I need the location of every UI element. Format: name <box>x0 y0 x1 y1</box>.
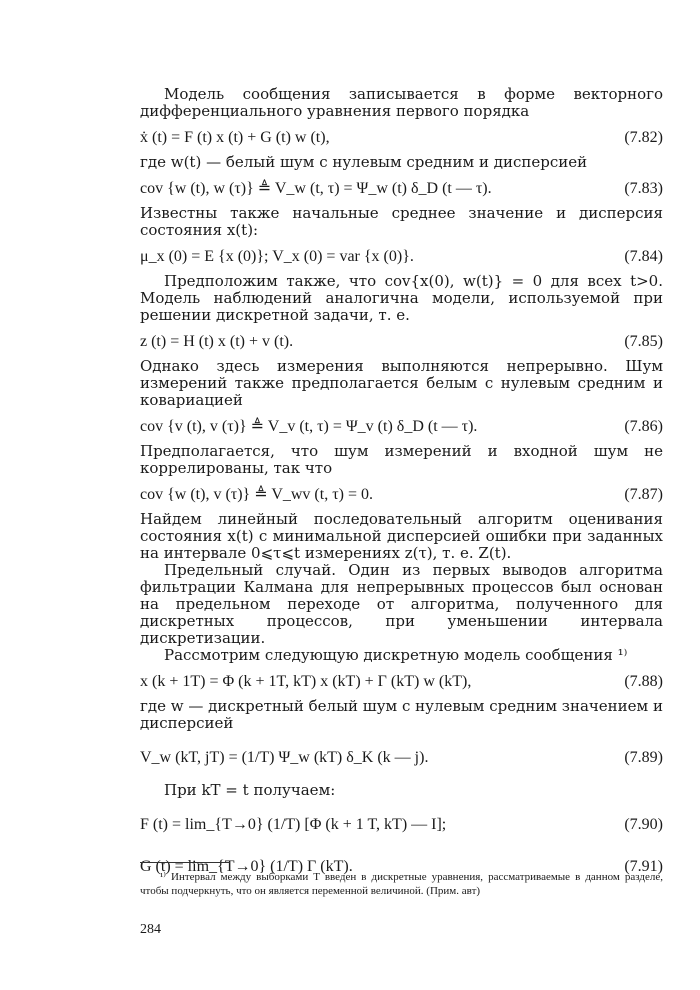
paragraph: Предельный случай. Один из первых выводов алгоритма фильтрации Калмана для непрерывных процессов был основан на предельном переходе от алгоритма, полученного для дискретных процессов, при уменьшении интервала дискретизации. <box>140 561 663 647</box>
paragraph: Известны также начальные среднее значение и дисперсия состояния x(t): <box>140 204 663 239</box>
equation-formula: G (t) = lim_{T→0} (1/T) Γ (kT). <box>140 857 353 875</box>
paragraph: Рассмотрим следующую дискретную модель сообщения ¹⁾ <box>164 646 628 664</box>
equation-number: (7.87) <box>624 485 663 503</box>
paragraph: Однако здесь измерения выполняются непрерывно. Шум измерений также предполагается белым с нулевым средним и ковариацией <box>140 357 663 409</box>
equation-7-82 <box>140 124 663 150</box>
equation-number: (7.86) <box>624 417 663 435</box>
equation-formula: F (t) = lim_{T→0} (1/T) [Φ (k + 1 T, kT) — I]; <box>140 815 447 833</box>
equation-number: (7.84) <box>624 247 663 265</box>
equation-7-85 <box>140 328 663 354</box>
equation-number: (7.90) <box>624 815 663 833</box>
equation-7-84 <box>140 243 663 269</box>
paragraph: Предположим также, что cov{x(0), w(t)} = 0 для всех t>0. Модель наблюдений аналогична модели, используемой при решении дискретной задачи, т. е. <box>140 272 663 324</box>
equation-formula: μ_x (0) = E {x (0)}; V_x (0) = var {x (0)}. <box>140 247 414 265</box>
paragraph: Предполагается, что шум измерений и входной шум не коррелированы, так что <box>140 442 663 477</box>
equation-formula: x (k + 1T) = Φ (k + 1T, kT) x (kT) + Γ (kT) w (kT), <box>140 672 472 690</box>
footnote: ¹⁾ Интервал между выборками T введен в дискретные уравнения, рассматриваемые в данном разделе, чтобы подчеркнуть, что он является переменной величиной. (Прим. авт) <box>140 871 663 897</box>
equation-number: (7.85) <box>624 332 663 350</box>
equation-formula: cov {w (t), w (τ)} ≜ V_w (t, τ) = Ψ_w (t) δ_D (t — τ). <box>140 179 492 197</box>
equation-number: (7.83) <box>624 179 663 197</box>
equation-formula: V_w (kT, jT) = (1/T) Ψ_w (kT) δ_K (k — j). <box>140 748 429 766</box>
equation-number: (7.82) <box>624 128 663 146</box>
equation-formula: z (t) = H (t) x (t) + v (t). <box>140 332 294 350</box>
paragraph: При kT = t получаем: <box>164 781 336 799</box>
equation-7-86 <box>140 413 663 439</box>
equation-formula: ẋ (t) = F (t) x (t) + G (t) w (t), <box>140 128 330 146</box>
equation-number: (7.88) <box>624 672 663 690</box>
equation-7-89 <box>140 740 663 774</box>
paragraph: где w(t) — белый шум с нулевым средним и дисперсией <box>140 153 588 171</box>
footnote-rule <box>140 862 230 863</box>
equation-number: (7.89) <box>624 748 663 766</box>
equation-formula: cov {v (t), v (τ)} ≜ V_v (t, τ) = Ψ_v (t) δ_D (t — τ). <box>140 417 478 435</box>
equation-number: (7.91) <box>624 857 663 875</box>
equation-formula: cov {w (t), v (τ)} ≜ V_wv (t, τ) = 0. <box>140 485 373 503</box>
paragraph: где w — дискретный белый шум с нулевым средним значением и дисперсией <box>140 697 663 732</box>
paragraph: Найдем линейный последовательный алгоритм оценивания состояния x(t) с минимальной дисперсией ошибки при заданных на интервале 0⩽τ⩽t измерениях z(τ), т. е. Z(t). <box>140 510 663 562</box>
text-column <box>140 86 663 891</box>
equation-7-87 <box>140 481 663 507</box>
paragraph: Модель сообщения записывается в форме векторного дифференциального уравнения первого порядка <box>140 85 663 120</box>
page-number: 284 <box>140 922 161 937</box>
equation-7-88 <box>140 668 663 694</box>
equation-7-90 <box>140 807 663 841</box>
equation-7-83 <box>140 175 663 201</box>
